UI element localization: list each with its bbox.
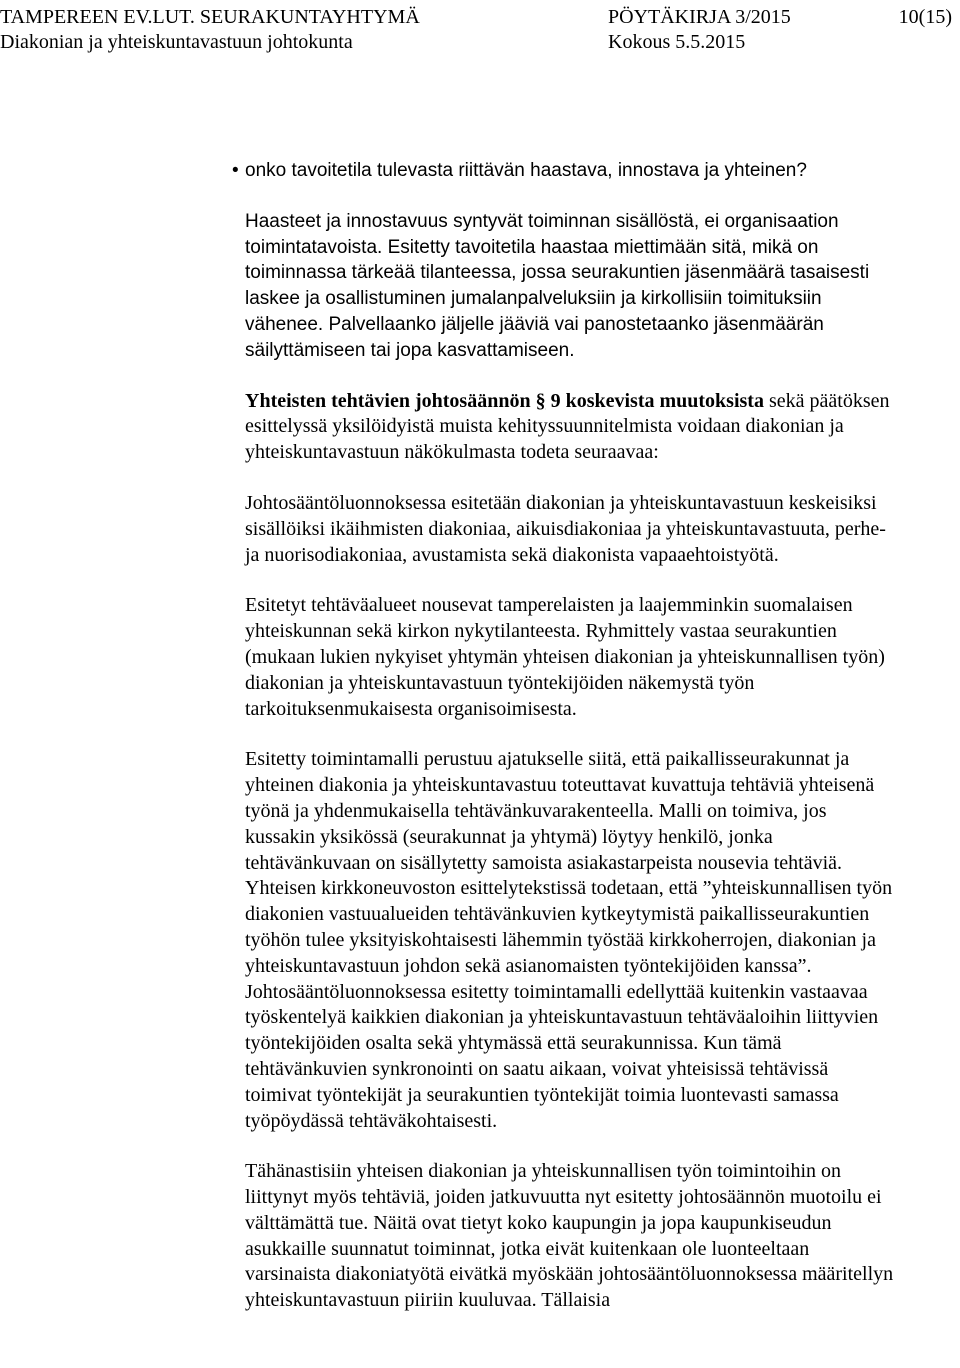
meeting-date: Kokous 5.5.2015 bbox=[608, 31, 746, 53]
rules-heading-part2: 9 koskevista muutoksista bbox=[545, 389, 764, 412]
bullet-text: onko tavoitetila tulevasta riittävän haastava, innostava ja yhteinen? bbox=[245, 160, 807, 181]
paragraph-operating-model: Esitetty toimintamalli perustuu ajatukselle siitä, että paikallisseurakunnat ja yhteinen diakonia ja yhteiskuntavastuu toteuttavat kuvattuja tehtäviä yhteisenä työnä ja yhdenmukaisella tehtävänkuvarakenteella. Malli on toimiva, jos kussakin yksikössä (seurakunnat ja yhtymä) löytyy henkilö, jonka tehtävänkuvaan on sisällytetty samoista asiakastarpeista nousevia tehtäviä. Yhteisen kirkkoneuvoston esittelytekstissä todetaan, että ”yhteiskunnallisen työn diakonien vastuualueiden tehtävänkuvien kytkeytymistä paikallisseurakuntien työhön tulee yksityiskohtaisesti lähemmin työstää kirkkoherrojen, diakonian ja yhteiskuntavastuun johdon sekä asianomaisten työntekijöiden kanssa”. Johtosääntöluonnoksessa esitetty toimintamalli edellyttää kuitenkin vastaavaa työskentelyä kaikkien diakonian ja yhteiskuntavastuun tehtäväaloihin liittyvien työntekijöiden osalta sekä yhtymässä että seurakunnissa. Kun tämä tehtävänkuvien synkronointi on saatu aikaan, voivat yhteisissä tehtävissä toimivat työntekijät ja seurakuntien työntekijät toimia luontevasti samassa työpöydässä tehtäväkohtaisesti. bbox=[245, 748, 893, 1132]
paragraph-goal-state bbox=[245, 209, 895, 364]
paragraph-task-areas: Esitetyt tehtäväalueet nousevat tamperelaisten ja laajemminkin suomalaisen yhteiskunnan sekä kirkon nykytilanteesta. Ryhmittely vastaa seurakuntien (mukaan lukien nykyiset yhtymän yhteisen diakonian ja yhteiskunnallisen työn) diakonian ja yhteiskuntavastuun työntekijöiden näkemystä työn tarkoituksenmukaisesta organisoimisesta. bbox=[245, 594, 885, 720]
paragraph-rules-changes bbox=[245, 389, 895, 466]
paragraph-goal-state-part2: Esitetty tavoitetila haastaa miettimään sitä, mikä on toiminnassa tärkeää tilanteessa, jossa seurakuntien jäsenmäärä tasaisesti laskee ja osallistuminen jumalanpalveluksiin ja kirkollisiin toimituksiin vähenee. Palvellaanko jäljelle jääviä vai panostetaanko jäsenmäärän säilyttämiseen tai jopa kasvattamiseen. bbox=[245, 236, 870, 361]
document-body bbox=[232, 158, 895, 1339]
organization-name: TAMPEREEN EV.LUT. SEURAKUNTAYHTYMÄ bbox=[0, 6, 420, 28]
paragraph-previous-functions: Tähänastisiin yhteisen diakonian ja yhteiskunnallisen työn toimintoihin on liittynyt myös tehtäviä, joiden jatkuvuutta nyt esitetty johtosäännön muotoilu ei välttämättä tue. Näitä ovat tietyt koko kaupungin ja jopa kaupunkiseudun asukkaille suunnatut toiminnat, jotka eivät kuitenkaan ole luonteeltaan varsinaista diakoniatyötä eivätkä myöskään johtosääntöluonnoksessa määritellyn yhteiskuntavastuun piiriin kuuluvaa. Tällaisia bbox=[245, 1160, 894, 1312]
page-header bbox=[0, 4, 952, 54]
bullet-item bbox=[232, 158, 895, 184]
document-type: PÖYTÄKIRJA 3/2015 bbox=[608, 6, 791, 28]
bullet-icon: • bbox=[232, 160, 239, 181]
paragraph-key-contents: Johtosääntöluonnoksessa esitetään diakonian ja yhteiskuntavastuun keskeisiksi sisällöiksi ikäihmisten diakoniaa, aikuisdiakoniaa ja yhteiskuntavastuuta, perhe- ja nuorisodiakoniaa, avustamista sekä diakonista vapaaehtoistyötä. bbox=[245, 491, 886, 566]
rules-heading-part1: Yhteisten tehtävien johtosäännön bbox=[245, 389, 536, 412]
paragraph-goal-state-part1: Haasteet ja innostavuus syntyvät toiminnan sisällöstä, ei organisaation toimintatavoista. bbox=[245, 210, 839, 258]
committee-name: Diakonian ja yhteiskuntavastuun johtokunta bbox=[0, 31, 353, 53]
section-sign: § bbox=[535, 389, 546, 412]
page-number: 10(15) bbox=[898, 6, 952, 28]
rules-text: sekä päätöksen esittelyssä yksilöidyistä muista kehityssuunnitelmista voidaan diakonian ja yhteiskuntavastuun näkökulmasta todeta seuraavaa: bbox=[245, 389, 890, 464]
